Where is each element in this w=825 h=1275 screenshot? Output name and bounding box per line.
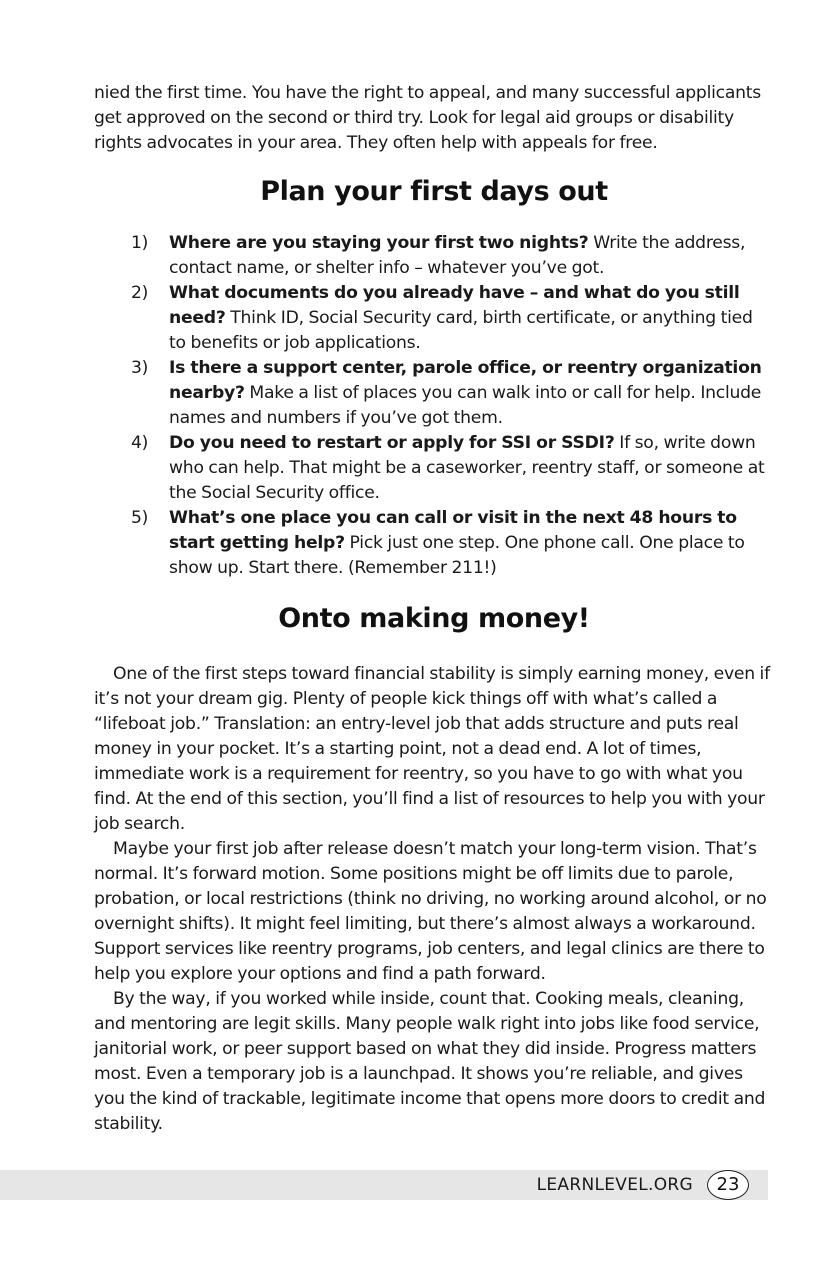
body-paragraph: By the way, if you worked while inside, count that. Cooking meals, cleaning, and mentoring are legit skills. Many people walk right into jobs like food service, janitorial work, or peer support based on what they did inside. Progress matters most. Even a temporary job is a launchpad. It shows you’re reliable, and gives you the kind of trackable, legitimate income that opens more doors to credit and stability. [94,989,766,1134]
list-item [94,281,774,356]
list-item [94,506,774,581]
item-number: 2) [131,283,149,303]
item-text: Pick just one step. One phone call. One place to show up. Start there. (Remember 211!) [169,533,745,578]
item-question: Where are you staying your first two nights? [169,233,589,253]
list-item [94,356,774,431]
body-paragraph: One of the first steps toward financial stability is simply earning money, even if it’s not your dream gig. Plenty of people kick things off with what’s called a “lifeboat job.” Translation: an entry-level job that adds structure and puts real money in your pocket. It’s a starting point, not a dead end. A lot of times, immediate work is a requirement for reentry, so you have to go with what you find. At the end of this section, you’ll find a list of resources to help you with your job search. [94,664,770,834]
item-number: 3) [131,358,149,378]
checklist [94,231,774,581]
item-question: Is there a support center, parole office, or reentry organization nearby? [169,358,762,403]
item-question: Do you need to restart or apply for SSI or SSDI? [169,433,615,453]
item-question: What’s one place you can call or visit in the next 48 hours to start getting help? [169,508,737,553]
item-text: Make a list of places you can walk into or call for help. Include names and numbers if you’ve got them. [169,383,762,428]
section-heading-plan: Plan your first days out [260,176,608,207]
item-number: 1) [131,233,149,253]
list-item [94,231,774,281]
body-paragraph: Maybe your first job after release doesn’t match your long-term vision. That’s normal. It’s forward motion. Some positions might be off limits due to parole, probation, or local restrictions (think no driving, no working around alcohol, or no overnight shifts). It might feel limiting, but there’s almost always a workaround. Support services like reentry programs, job centers, and legal clinics are there to help you explore your options and find a path forward. [94,839,767,984]
item-number: 4) [131,433,149,453]
item-text: Write the address, contact name, or shelter info – whatever you’ve got. [169,233,746,278]
item-question: What documents do you already have – and what do you still need? [169,283,740,328]
item-text: Think ID, Social Security card, birth certificate, or anything tied to benefits or job applications. [169,308,753,353]
intro-paragraph: nied the first time. You have the right to appeal, and many successful applicants get approved on the second or third try. Look for legal aid groups or disability rights advocates in your area. They often help with appeals for free. [94,83,761,153]
item-text: If so, write down who can help. That might be a caseworker, reentry staff, or someone at the Social Security office. [169,433,765,503]
page-number-badge: 23 [707,1170,749,1200]
page-content [94,81,774,1137]
footer-site-link[interactable]: LEARNLEVEL.ORG [536,1175,693,1195]
list-item [94,431,774,506]
item-number: 5) [131,508,149,528]
section-heading-money: Onto making money! [278,603,590,634]
